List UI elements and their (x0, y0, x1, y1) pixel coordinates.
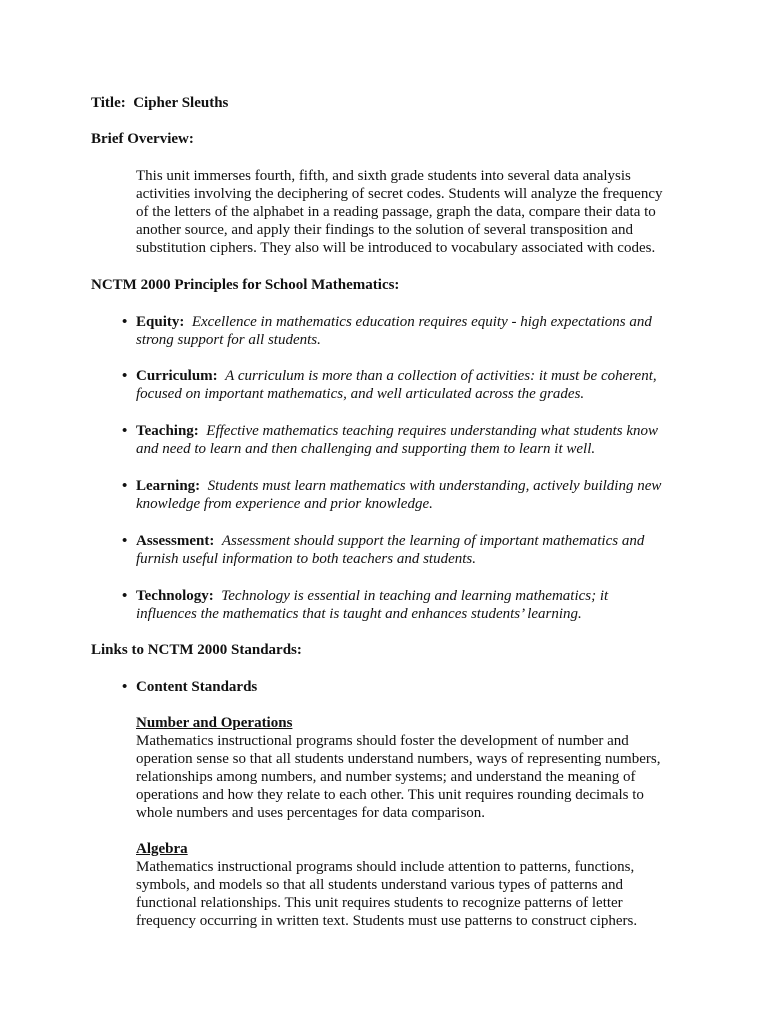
section-line: operations and how they relate to each other. This unit requires rounding decimals to (136, 787, 644, 803)
principle-description-cont: influences the mathematics that is taught and enhances students’ learning. (136, 606, 582, 622)
section-title-algebra: Algebra (136, 841, 188, 857)
principle-description-cont: strong support for all students. (136, 332, 321, 348)
principle-description: A curriculum is more than a collection of activities: it must be coherent, (225, 368, 657, 384)
section-line: relationships among numbers, and number systems; and understand the meaning of (136, 769, 636, 785)
principle-description-cont: furnish useful information to both teachers and students. (136, 551, 476, 567)
overview-line: activities involving the deciphering of secret codes. Students will analyze the frequency (136, 186, 663, 202)
principle-description: Effective mathematics teaching requires understanding what students know (206, 423, 659, 439)
overview-line: This unit immerses fourth, fifth, and sixth grade students into several data analysis (136, 168, 631, 184)
principle-term: Equity: (136, 314, 185, 330)
section-line: whole numbers and uses percentages for data comparison. (136, 805, 486, 821)
principle-item-technology (122, 587, 682, 623)
bullet-icon: • (122, 679, 128, 695)
section-line: frequency occurring in written text. Students must use patterns to construct ciphers. (136, 913, 638, 929)
section-line: Mathematics instructional programs should include attention to patterns, functions, (136, 859, 635, 875)
principle-description: Excellence in mathematics education requires equity - high expectations and (191, 314, 652, 330)
section-line: symbols, and models so that all students understand various types of patterns and (136, 877, 624, 893)
principle-description: Students must learn mathematics with understanding, actively building new (207, 478, 662, 494)
principle-description: Technology is essential in teaching and learning mathematics; it (221, 588, 609, 604)
standards-heading: Links to NCTM 2000 Standards: (91, 642, 302, 658)
principle-item-teaching (122, 422, 682, 458)
principle-description-cont: and need to learn and then challenging and supporting them to learn it well. (136, 441, 596, 457)
bullet-icon: • (122, 314, 128, 330)
section-line: functional relationships. This unit requires students to recognize patterns of letter (136, 895, 623, 911)
title-label: Title: (91, 95, 126, 111)
overview-line: of the letters of the alphabet in a reading passage, graph the data, compare their data to (136, 204, 656, 220)
principle-description-cont: knowledge from experience and prior knowledge. (136, 496, 433, 512)
section-line: Mathematics instructional programs should foster the development of number and (136, 733, 629, 749)
principle-description: Assessment should support the learning of important mathematics and (221, 533, 645, 549)
section-line: operation sense so that all students understand numbers, ways of representing numbers, (136, 751, 661, 767)
principle-item-assessment (122, 532, 682, 568)
principle-term: Teaching: (136, 423, 199, 439)
content-standards-text: Content Standards (136, 679, 258, 695)
principle-term: Technology: (136, 588, 214, 604)
bullet-icon: • (122, 368, 128, 384)
principle-item-equity (122, 313, 682, 349)
bullet-icon: • (122, 423, 128, 439)
overview-paragraph (136, 167, 686, 257)
principle-item-curriculum (122, 367, 682, 403)
overview-line: another source, and apply their findings to the solution of several transposition and (136, 222, 633, 238)
bullet-icon: • (122, 478, 128, 494)
overview-line: substitution ciphers. They also will be introduced to vocabulary associated with codes. (136, 240, 656, 256)
section-paragraph-number-operations (136, 732, 686, 822)
section-paragraph-algebra (136, 858, 686, 930)
content-standards-label (122, 678, 257, 696)
principle-term: Learning: (136, 478, 201, 494)
principles-heading: NCTM 2000 Principles for School Mathematics: (91, 277, 400, 293)
bullet-icon: • (122, 533, 128, 549)
overview-heading: Brief Overview: (91, 131, 194, 147)
principle-term: Assessment: (136, 533, 215, 549)
title-value: Cipher Sleuths (133, 95, 229, 111)
principle-description-cont: focused on important mathematics, and well articulated across the grades. (136, 386, 585, 402)
section-title-number-operations: Number and Operations (136, 715, 293, 731)
principle-term: Curriculum: (136, 368, 218, 384)
bullet-icon: • (122, 588, 128, 604)
principle-item-learning (122, 477, 682, 513)
document-title (91, 94, 228, 112)
